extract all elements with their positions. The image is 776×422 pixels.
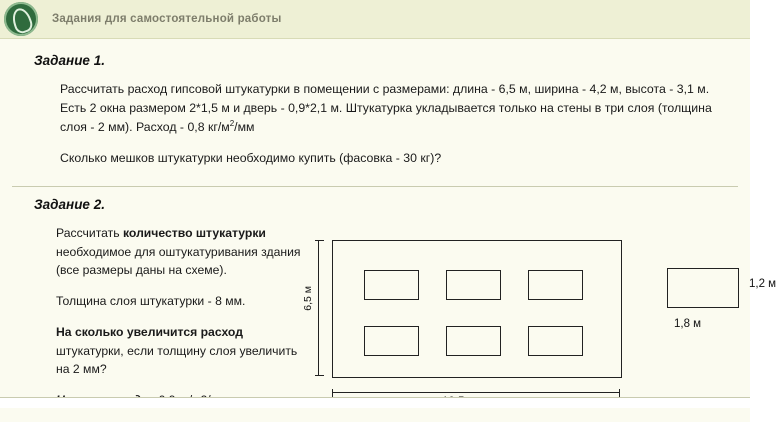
task-2-p1-pre: Рассчитать [56, 226, 123, 241]
task-1-paragraph-2: Сколько мешков штукатурки необходимо купить (фасовка - 30 кг)? [60, 151, 442, 166]
task-2-paragraph-2: Толщина слоя штукатурки - 8 мм. [56, 294, 246, 309]
window-rectangle [446, 326, 501, 356]
task-2-text-column [34, 224, 302, 411]
task-1-superscript: 2 [229, 119, 235, 129]
document-content [0, 39, 776, 422]
task-2-paragraph-3 [56, 323, 302, 378]
window-rectangle [364, 270, 419, 300]
building-scheme-diagram [302, 226, 776, 416]
page-header [0, 0, 750, 39]
height-dimension-label: 6,5 м [302, 286, 314, 312]
window-height-label: 1,2 м [749, 278, 776, 291]
footer-bar [0, 397, 750, 408]
task-2-p3-post: штукатурки, если толщину слоя увеличить на 2 мм? [56, 343, 298, 377]
height-dimension-line [318, 240, 319, 376]
task-2-title: Задание 2. [34, 197, 105, 213]
task-2-p3-bold: На сколько увеличится расход [56, 325, 243, 340]
task-1-text-part1: Рассчитать расход гипсовой штукатурки в помещении с размерами: длина - 6,5 м, ширина - 4,2 м, высота - 3,1 м. Есть 2 окна размером 2*1,5 м и дверь - 0,9*2,1 м. Штукатурка укладывается только на стены в три слоя (толщина слоя - 2 мм). Расход - 0,8 кг/м [60, 82, 712, 135]
window-rectangle [528, 326, 583, 356]
task-1-paragraph-1 [60, 80, 724, 137]
building-facade-rectangle [332, 240, 622, 378]
leaf-emblem-icon [4, 2, 38, 36]
task-1-text-part2: /мм [234, 120, 255, 135]
window-rectangle [446, 270, 501, 300]
task-2-paragraph-1 [56, 224, 302, 279]
task-1-title: Задание 1. [34, 53, 105, 68]
task-2-body [34, 224, 776, 416]
task-1-section [0, 39, 750, 180]
task-2-section [0, 187, 776, 422]
page-title: Задания для самостоятельной работы [52, 13, 282, 25]
task-2-p1-bold: количество штукатурки [122, 226, 266, 241]
window-rectangle [364, 326, 419, 356]
single-window-rectangle [667, 268, 739, 308]
window-rectangle [528, 270, 583, 300]
window-width-label: 1,8 м [674, 318, 702, 331]
task-2-p1-post: необходимое для оштукатуривания здания (все размеры даны на схеме). [56, 244, 301, 277]
width-dimension-line [332, 392, 620, 393]
